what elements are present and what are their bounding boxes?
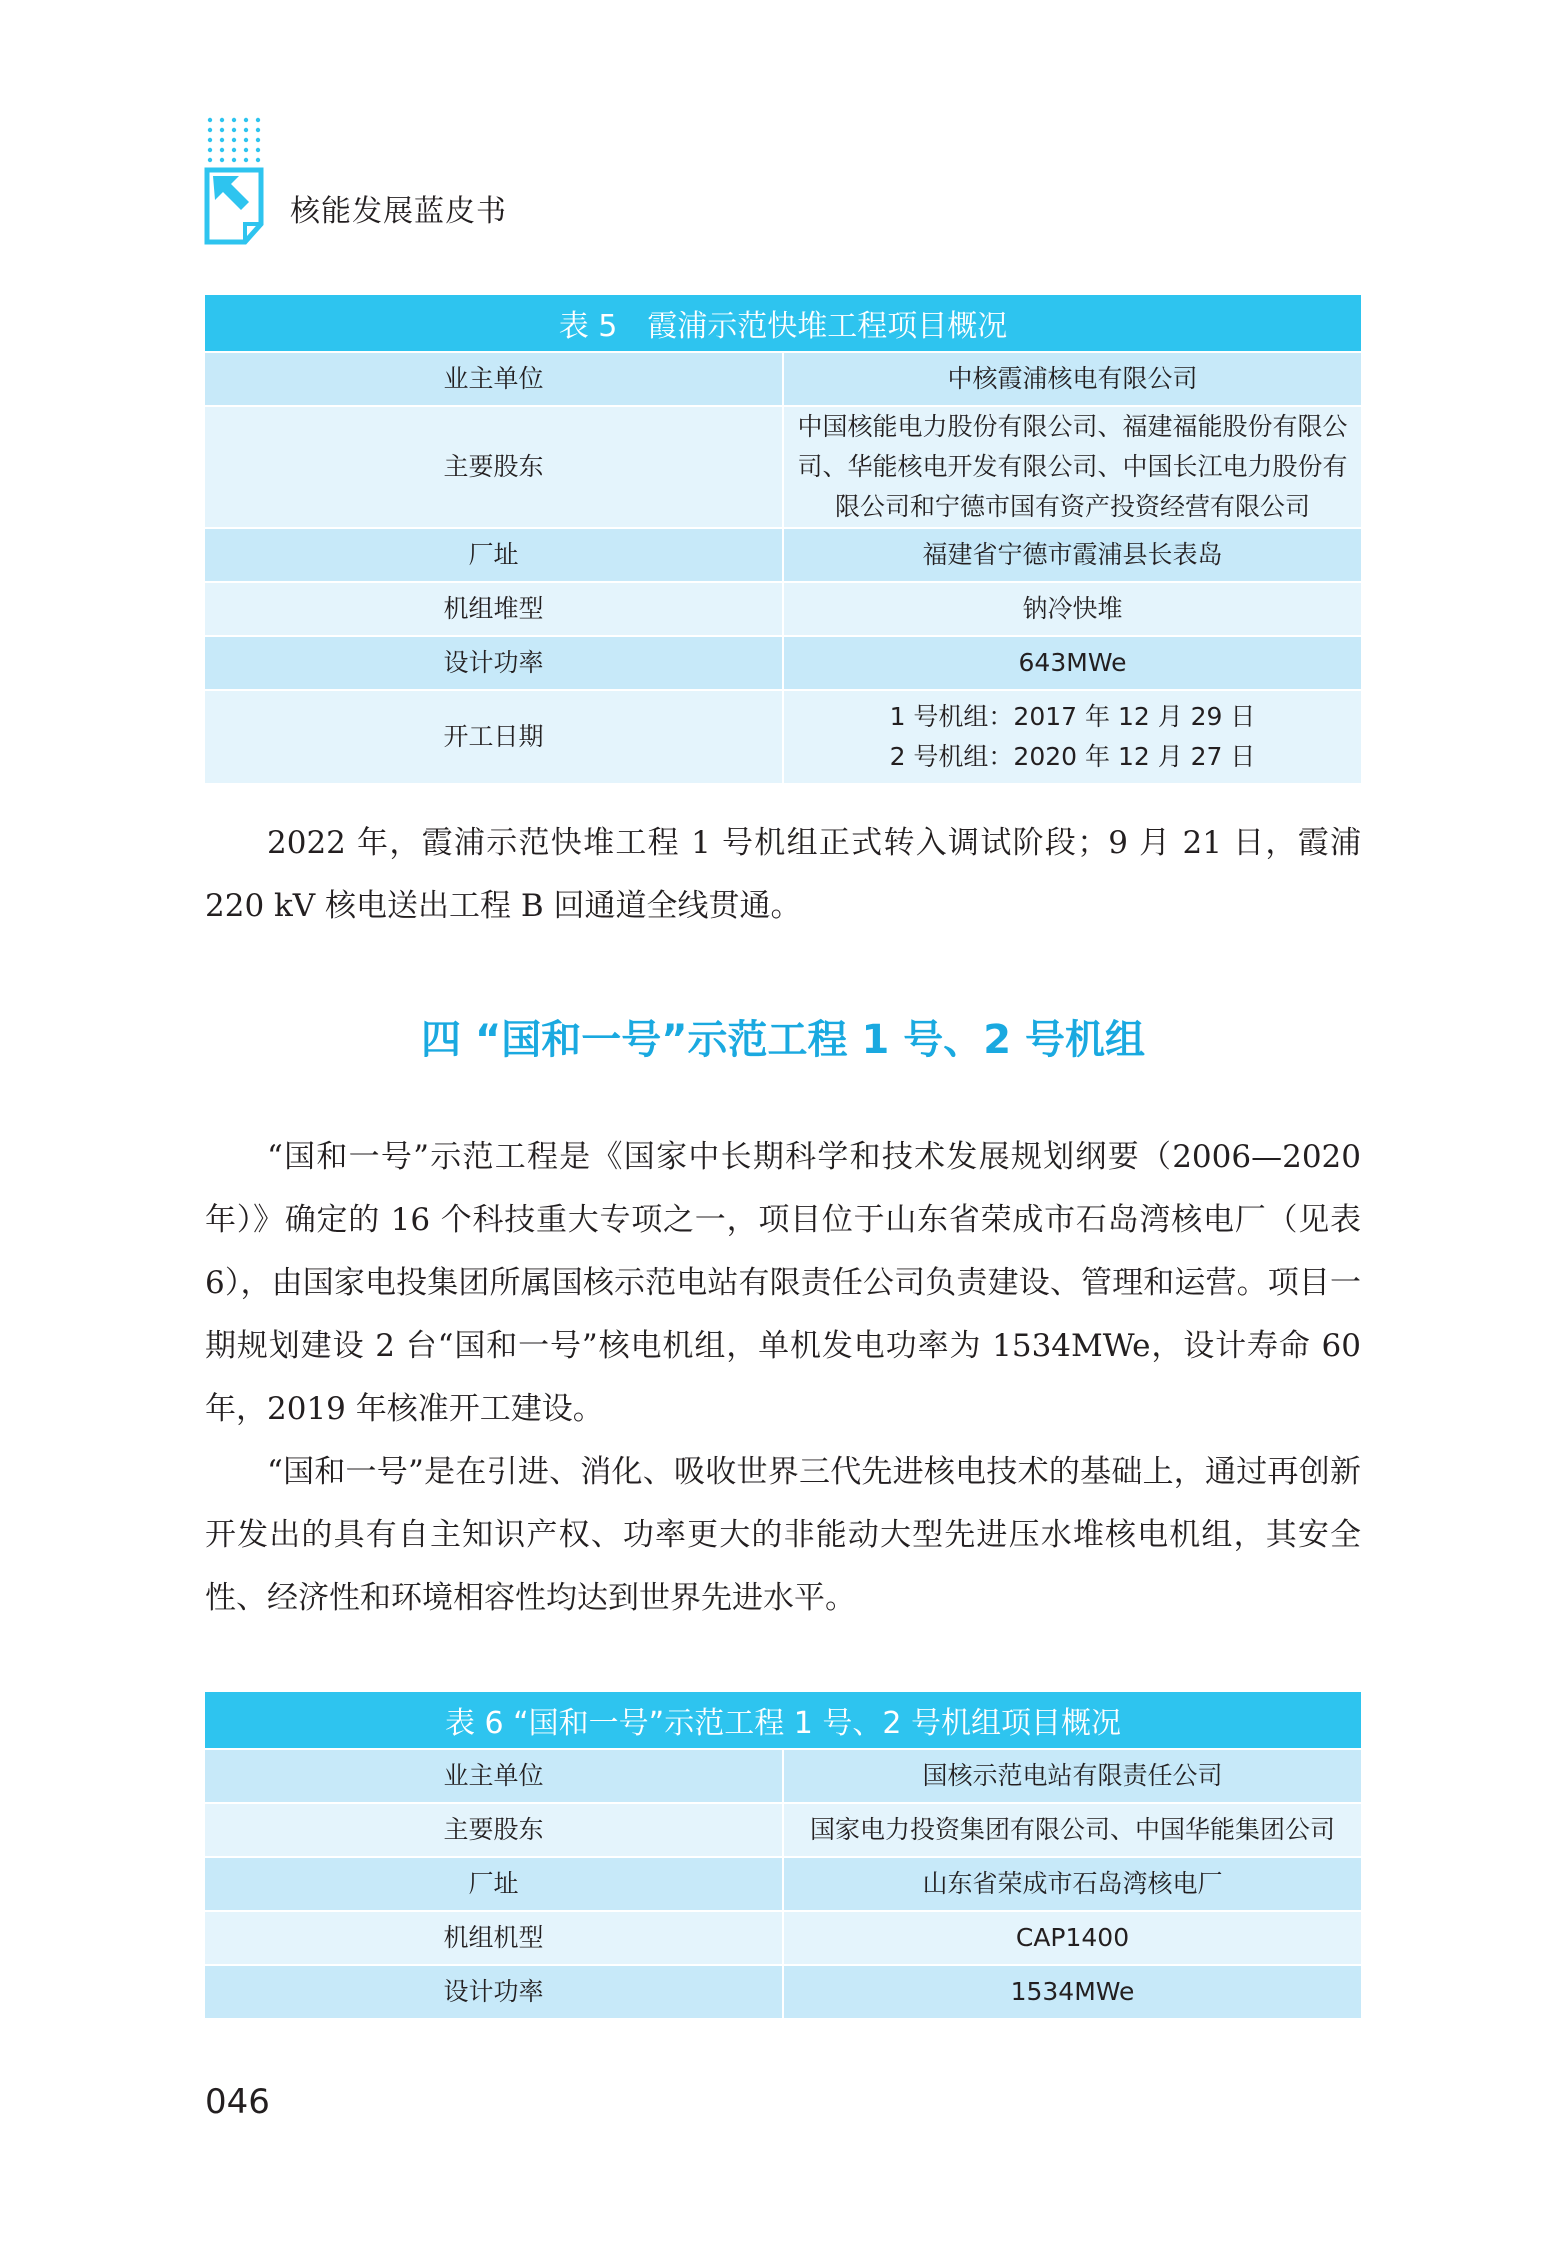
table-row [205, 352, 1361, 406]
table-cell-label: 主要股东 [205, 1803, 783, 1857]
table-cell-label: 设计功率 [205, 1965, 783, 2019]
table-cell-value: 钠冷快堆 [783, 582, 1361, 636]
table-cell-label: 厂址 [205, 1857, 783, 1911]
table-row [205, 528, 1361, 582]
section-heading: 四 “国和一号”示范工程 1 号、2 号机组 [421, 1017, 1145, 1063]
table-cell-value: 国家电力投资集团有限公司、中国华能集团公司 [783, 1803, 1361, 1857]
table-row [205, 582, 1361, 636]
table-6-caption: 表 6 “国和一号”示范工程 1 号、2 号机组项目概况 [205, 1692, 1361, 1749]
table-row [205, 1803, 1361, 1857]
table-cell-label: 主要股东 [205, 406, 783, 528]
table-row [205, 1965, 1361, 2019]
table-cell-value: 福建省宁德市霞浦县长表岛 [783, 528, 1361, 582]
table-cell-label: 机组堆型 [205, 582, 783, 636]
paragraph: 2022 年，霞浦示范快堆工程 1 号机组正式转入调试阶段；9 月 21 日，霞浦 220 kV 核电送出工程 B 回通道全线贯通。 [205, 825, 1361, 924]
table-row [205, 1857, 1361, 1911]
table-cell-value: 中核霞浦核电有限公司 [783, 352, 1361, 406]
running-title: 核能发展蓝皮书 [290, 194, 507, 229]
table-cell-label: 设计功率 [205, 636, 783, 690]
table-cell-value: 643MWe [783, 636, 1361, 690]
table-5-caption: 表 5 霞浦示范快堆工程项目概况 [205, 295, 1361, 352]
table-cell-label: 厂址 [205, 528, 783, 582]
table-row [205, 636, 1361, 690]
table-row [205, 690, 1361, 784]
table-cell-value: CAP1400 [783, 1911, 1361, 1965]
table-6 [205, 1692, 1361, 2020]
table-cell-value: 山东省荣成市石岛湾核电厂 [783, 1857, 1361, 1911]
table-cell-value: 中国核能电力股份有限公司、福建福能股份有限公司、华能核电开发有限公司、中国长江电力股份有限公司和宁德市国有资产投资经营有限公司 [783, 406, 1361, 528]
paragraph: “国和一号”是在引进、消化、吸收世界三代先进核电技术的基础上，通过再创新开发出的具有自主知识产权、功率更大的非能动大型先进压水堆核电机组，其安全性、经济性和环境相容性均达到世界先进水平。 [205, 1454, 1361, 1616]
book-logo-icon [203, 114, 265, 246]
table-row [205, 1911, 1361, 1965]
table-cell-value: 国核示范电站有限责任公司 [783, 1749, 1361, 1803]
table-cell-label: 业主单位 [205, 352, 783, 406]
paragraph: “国和一号”示范工程是《国家中长期科学和技术发展规划纲要（2006—2020 年）》确定的 16 个科技重大专项之一，项目位于山东省荣成市石岛湾核电厂（见表 6），由国家电投集团所属国核示范电站有限责任公司负责建设、管理和运营。项目一期规划建设 2 台“国和一号”核电机组，单机发电功率为 1534MWe，设计寿命 60 年，2019 年核准开工建设。 [205, 1139, 1361, 1427]
table-cell-value [783, 690, 1361, 784]
table-cell-value: 1534MWe [783, 1965, 1361, 2019]
page-number: 046 [205, 2082, 270, 2122]
table-cell-label: 机组机型 [205, 1911, 783, 1965]
table-5 [205, 295, 1361, 785]
value-line: 2 号机组：2020 年 12 月 27 日 [889, 742, 1256, 771]
value-line: 1 号机组：2017 年 12 月 29 日 [889, 702, 1256, 731]
table-cell-label: 开工日期 [205, 690, 783, 784]
table-row [205, 406, 1361, 528]
table-cell-label: 业主单位 [205, 1749, 783, 1803]
table-row [205, 1749, 1361, 1803]
